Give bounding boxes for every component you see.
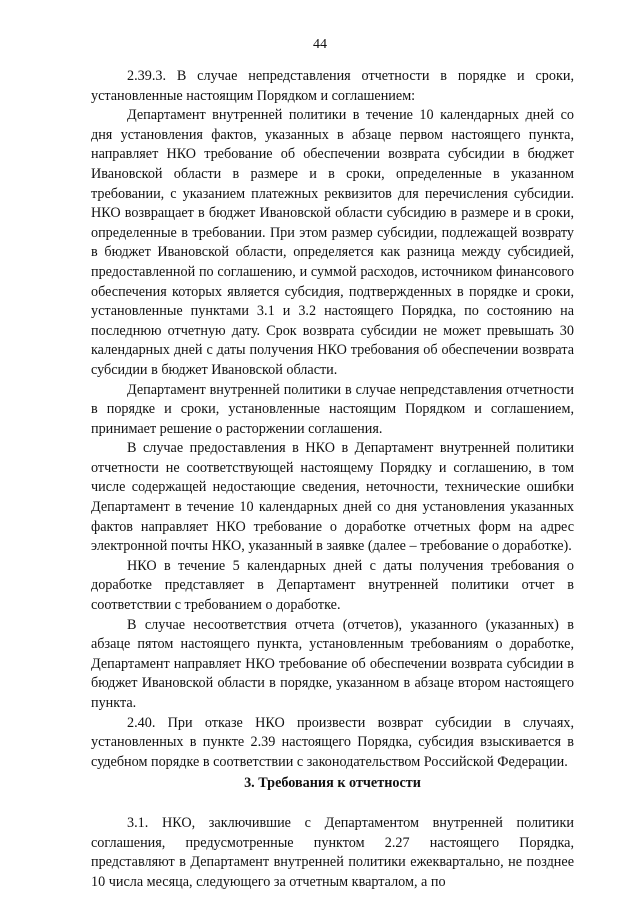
paragraph-revision-request: В случае предоставления в НКО в Департамент внутренней политики отчетности не соответствующей настоящему Порядку и соглашению, в том числе содержащей недостающие сведения, неточности, технические ошибки Департамент в течение 10 календарных дней со дня установления указанных фактов направляет НКО требование о доработке отчетных форм на адрес электронной почты НКО, указанный в заявке (далее – требование о доработке). — [91, 440, 574, 555]
paragraph-2-39-3: 2.39.3. В случае непредставления отчетности в порядке и сроки, установленные настоящим Порядком и соглашением: — [91, 68, 574, 104]
paragraph-noncompliance: В случае несоответствия отчета (отчетов), указанного (указанных) в абзаце пятом настоящего пункта, установленным требованиям о доработке, Департамент направляет НКО требование об обеспечении возврата субсидии в бюджет Ивановской области в порядке, указанном в абзаце втором настоящего пункта. — [91, 616, 574, 711]
document-body — [91, 67, 574, 892]
section-heading: 3. Требования к отчетности — [244, 775, 421, 792]
paragraph-refund-requirement: Департамент внутренней политики в течение 10 календарных дней со дня установления фактов, указанных в абзаце первом настоящего пункта, направляет НКО требование об обеспечении возврата субсидии в бюджет Ивановской области в размере и в сроки, определенные в указанном требовании, с указанием платежных реквизитов для перечисления субсидии. НКО возвращает в бюджет Ивановской области субсидию в размере и в сроки, определенные в требовании. При этом размер субсидии, подлежащей возврату в бюджет Ивановской области, определяется как разница между субсидией, предоставленной по соглашению, и суммой расходов, источником финансового обеспечения которых является субсидия, подтвержденных в порядке и сроки, установленные пунктами 3.1 и 3.2 настоящего Порядка, по состоянию на последнюю отчетную дату. Срок возврата субсидии не может превышать 30 календарных дней с даты получения НКО требования об обеспечении возврата субсидии в бюджет Ивановской области. — [91, 107, 574, 378]
paragraph-termination-decision: Департамент внутренней политики в случае непредставления отчетности в порядке и сроки, установленные настоящим Порядком и соглашением, принимает решение о расторжении соглашения. — [91, 381, 574, 437]
section-gap — [91, 794, 574, 814]
paragraph-3-1: 3.1. НКО, заключившие с Департаментом внутренней политики соглашения, предусмотренные пунктом 2.27 настоящего Порядка, представляют в Департамент внутренней политики ежеквартально, не позднее 10 числа месяца, следующего за отчетным кварталом, а по — [91, 814, 574, 890]
page-number: 44 — [313, 37, 327, 52]
paragraph-revision-deadline: НКО в течение 5 календарных дней с даты получения требования о доработке представляет в Департамент внутренней политики отчет в соответствии с требованием о доработке. — [91, 557, 574, 614]
paragraph-2-40: 2.40. При отказе НКО произвести возврат субсидии в случаях, установленных в пункте 2.39 настоящего Порядка, субсидия взыскивается в судебном порядке в соответствии с законодательством Российской Федерации. — [91, 714, 574, 770]
